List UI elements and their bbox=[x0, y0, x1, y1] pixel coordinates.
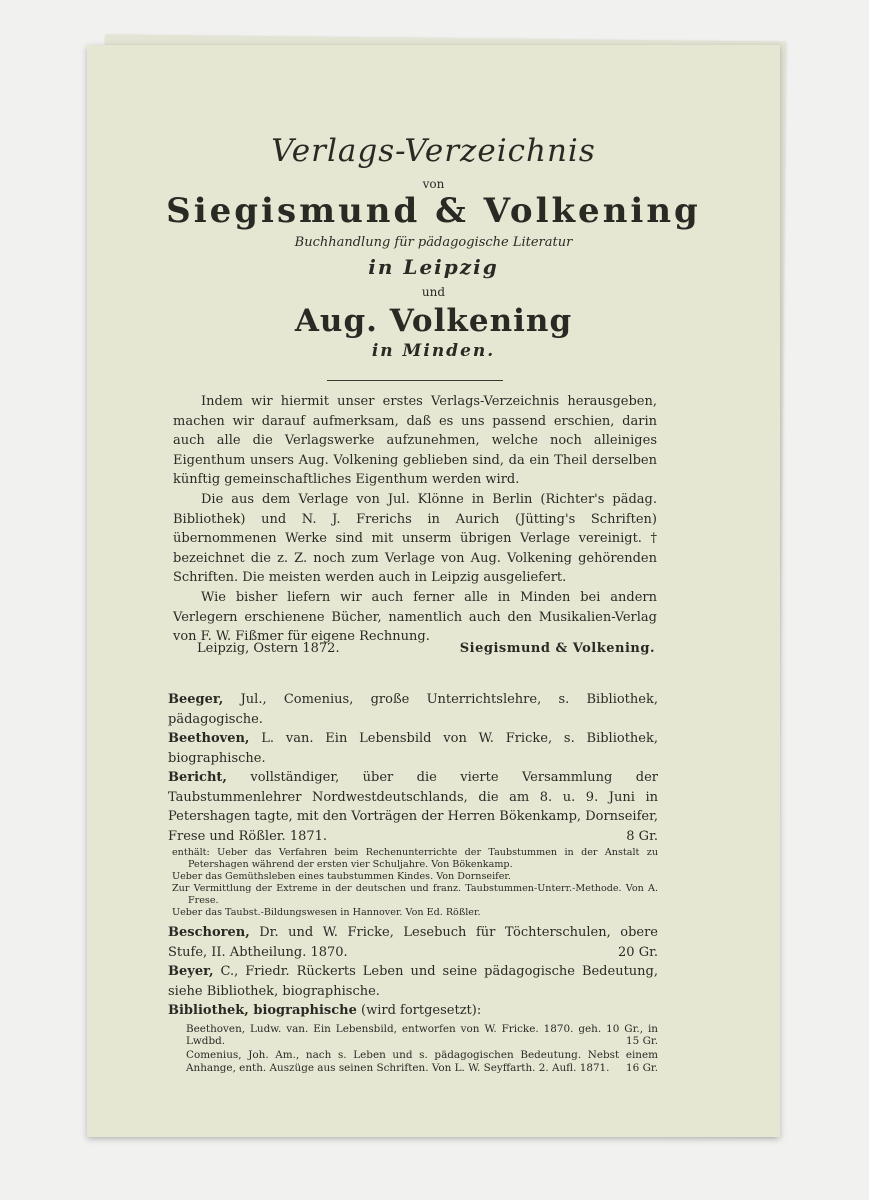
entry-text: Dr. und W. Fricke, Lesebuch für Töchterschulen, obere Stufe, II. Abtheilung. 1870. bbox=[168, 925, 658, 960]
von-text: von bbox=[422, 177, 445, 191]
document-page bbox=[87, 45, 780, 1137]
catalog-entry bbox=[168, 923, 658, 962]
catalog-entry bbox=[168, 1001, 658, 1021]
subentry-text: Beethoven, Ludw. van. Ein Lebensbild, entworfen von W. Fricke. 1870. geh. 10 Gr., in Lwdbd. bbox=[186, 1022, 658, 1047]
contents-line: Ueber das Taubst.-Bildungswesen in Hannover. Von Ed. Rößler. bbox=[172, 907, 481, 918]
catalog-entry bbox=[168, 729, 658, 768]
entry-name: Bibliothek, biographische bbox=[168, 1003, 357, 1018]
city-leipzig: in Leipzig bbox=[368, 255, 499, 279]
subentry-text: Comenius, Joh. Am., nach s. Leben und s. pädagogischen Bedeutung. Nebst einem Anhange, enth. Auszüge aus seinen Schriften. Von L. W. Seyffarth. 2. Aufl. 1871. bbox=[186, 1049, 658, 1074]
entry-name: Beethoven, bbox=[168, 731, 250, 746]
catalog-entries bbox=[168, 690, 658, 1074]
biblio-subentry bbox=[186, 1023, 658, 1048]
entry-text: vollständiger, über die vierte Versammlung der Taubstummenlehrer Nordwestdeutschlands, die am 8. u. 9. Juni in Petershagen tagte, mit den Vorträgen der Herren Bökenkamp, Dornseifer, Frese und Rößler. 1871. bbox=[168, 770, 658, 844]
contents-line: Ueber das Gemüthsleben eines taubstummen Kindes. Von Dornseifer. bbox=[172, 871, 511, 882]
contents-line: Zur Vermittlung der Extreme in der deutschen und franz. Taubstummen-Unterr.-Methode. Von A. Frese. bbox=[172, 883, 658, 906]
catalog-entry bbox=[168, 962, 658, 1001]
city-minden: in Minden. bbox=[371, 341, 496, 361]
und-text: und bbox=[421, 285, 446, 299]
signature: Siegismund & Volkening. bbox=[459, 641, 655, 656]
bericht-contents bbox=[172, 847, 658, 919]
publisher-name: Siegismund & Volkening bbox=[166, 191, 701, 231]
catalog-entry bbox=[168, 768, 658, 846]
contents-line: enthält: Ueber das Verfahren beim Rechenunterrichte der Taubstummen in der Anstalt zu Petershagen während der ersten vier Schuljahre. Von Bökenkamp. bbox=[172, 847, 658, 870]
subentry-price: 15 Gr. bbox=[626, 1034, 658, 1047]
entry-name: Beeger, bbox=[168, 692, 224, 707]
biblio-subentry bbox=[186, 1049, 658, 1074]
entry-text: L. van. Ein Lebensbild von W. Fricke, s. Bibliothek, biographische. bbox=[168, 731, 658, 766]
intro-text bbox=[173, 392, 657, 647]
publisher-subtitle: Buchhandlung für pädagogische Literatur bbox=[294, 235, 573, 250]
entry-name: Beyer, bbox=[168, 964, 214, 979]
intro-paragraph-2: Die aus dem Verlage von Jul. Klönne in Berlin (Richter's pädag. Bibliothek) und N. J. Frerichs in Aurich (Jütting's Schriften) übernommenen Werke sind mit unserm übrigen Verlage vereinigt. † bezeichnet die z. Z. noch zum Verlage von Aug. Volkening gehörenden Schriften. Die meisten werden auch in Leipzig ausgeliefert. bbox=[173, 491, 657, 586]
entry-text: C., Friedr. Rückerts Leben und seine pädagogische Bedeutung, siehe Bibliothek, biographische. bbox=[168, 964, 658, 999]
entry-name: Bericht, bbox=[168, 770, 227, 785]
entry-price: 20 Gr. bbox=[618, 944, 658, 960]
entry-price: 8 Gr. bbox=[626, 828, 658, 844]
divider-rule bbox=[327, 380, 503, 381]
catalog-entry bbox=[168, 690, 658, 729]
intro-paragraph-3: Wie bisher liefern wir auch ferner alle in Minden bei andern Verlegern erschienene Bücher, namentlich auch den Musikalien-Verlag von F. W. Fißmer für eigene Rechnung. bbox=[173, 589, 657, 645]
subentry-price: 16 Gr. bbox=[626, 1061, 658, 1074]
intro-paragraph-1: Indem wir hiermit unser erstes Verlags-Verzeichnis herausgeben, machen wir darauf aufmerksam, daß es uns passend erschien, darin auch alle die Verlagswerke aufzunehmen, welche noch alleiniges Eigenthum unsers Aug. Volkening geblieben sind, da ein Theil derselben künftig gemeinschaftliches Eigenthum werden wird. bbox=[173, 394, 657, 488]
entry-text: (wird fortgesetzt): bbox=[361, 1003, 482, 1018]
entry-text: Jul., Comenius, große Unterrichtslehre, s. Bibliothek, pädagogische. bbox=[168, 692, 658, 727]
catalog-title: Verlags-Verzeichnis bbox=[271, 133, 596, 169]
entry-name: Beschoren, bbox=[168, 925, 250, 940]
place-date: Leipzig, Ostern 1872. bbox=[197, 641, 340, 656]
publisher-name-2: Aug. Volkening bbox=[294, 303, 573, 339]
